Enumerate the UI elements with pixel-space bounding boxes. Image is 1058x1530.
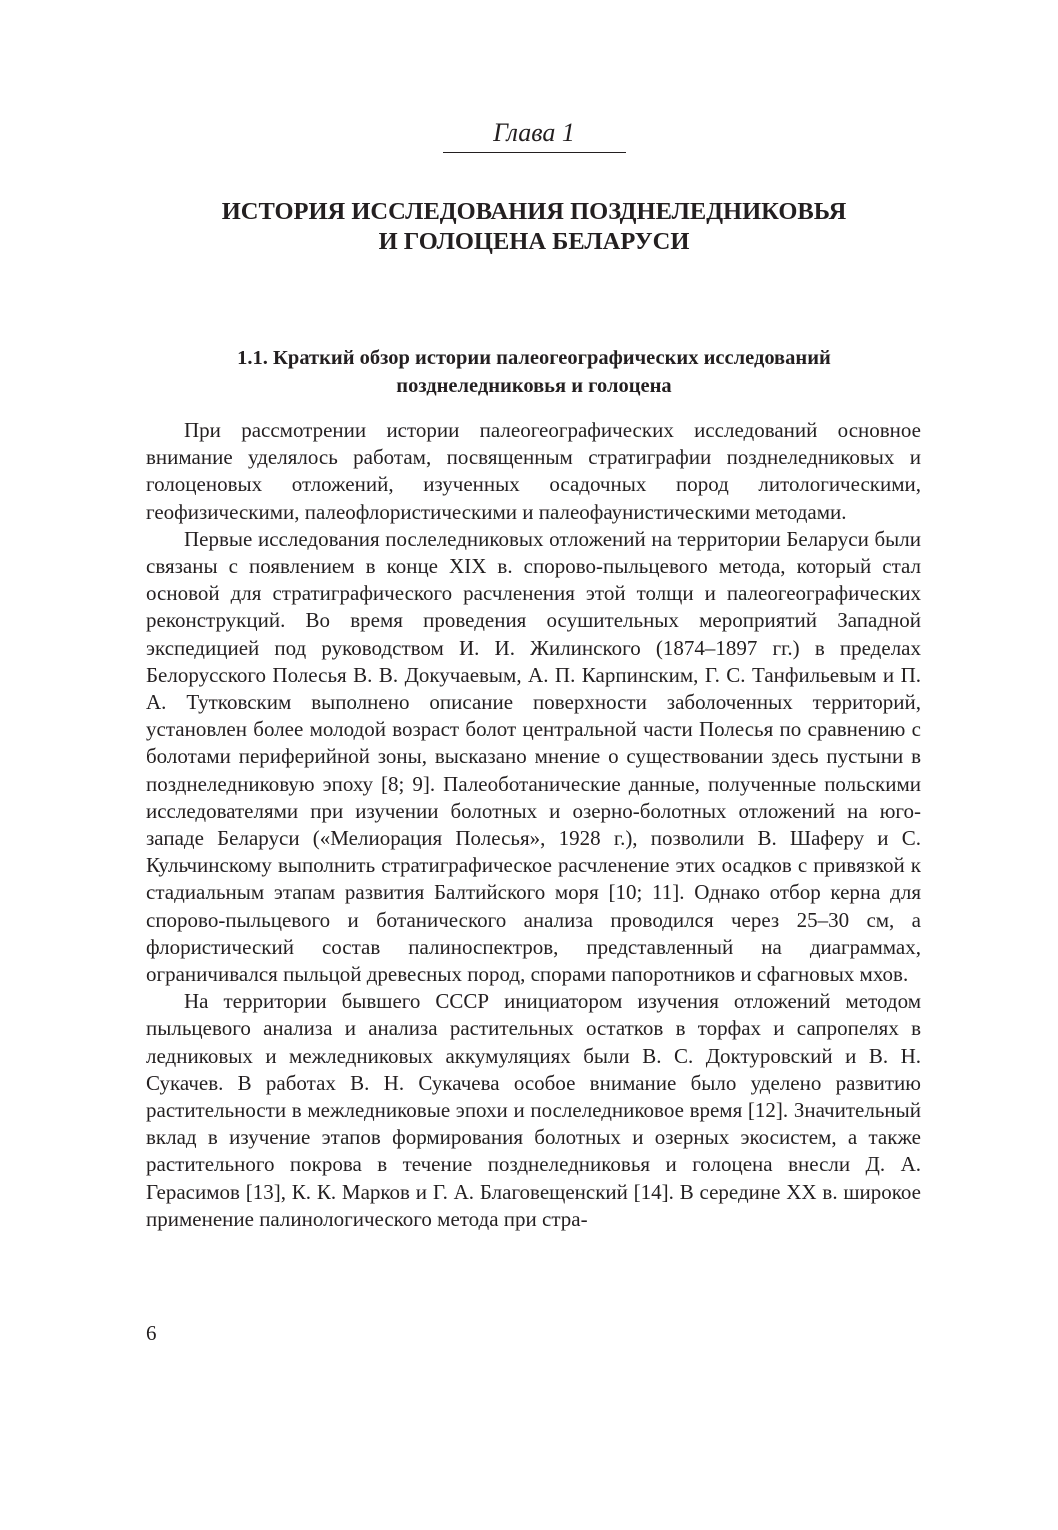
chapter-title [0, 197, 1058, 257]
paragraph: На территории бывшего СССР инициатором изучения отложений методом пыльцевого анализа и анализа растительных остатков в торфах и сапропелях в ледниковых и межледниковых аккумуляциях были В. С. Доктуровский и В. Н. Сукачев. В работах В. Н. Сукачева особое внимание было уделено развитию растительности в межледниковые эпохи и послеледниковое время [12]. Значительный вклад в изучение этапов формирования болотных и озерных экосистем, а также растительного покрова в течение позднеледниковья и голоцена внесли Д. А. Герасимов [13], К. К. Марков и Г. А. Благовещенский [14]. В середине XX в. широкое применение палинологического метода при стра- [146, 989, 921, 1231]
section-title-line-2: позднеледниковья и голоцена [396, 375, 672, 397]
section-title [0, 344, 1058, 400]
chapter-underline [443, 152, 626, 153]
section-title-line-1: 1.1. Краткий обзор истории палеогеографических исследований [237, 347, 831, 369]
paragraph: При рассмотрении истории палеогеографических исследований основное внимание уделялось работам, посвященным стратиграфии позднеледниковых и голоценовых отложений, изученных осадочных пород литологическими, геофизическими, палеофлористическими и палеофаунистическими методами. [146, 418, 921, 524]
paragraph: Первые исследования послеледниковых отложений на территории Беларуси были связаны с появлением в конце XIX в. спорово-пыльцевого метода, который стал основой для стратиграфического расчленения этой толщи и палеогеографических реконструкций. Во время проведения осушительных мероприятий Западной экспедицией под руководством И. И. Жилинского (1874–1897 гг.) в пределах Белорусского Полесья В. В. Докучаевым, А. П. Карпинским, Г. С. Танфильевым и П. А. Тутковским выполнено описание поверхности заболоченных территорий, установлен более молодой возраст болот центральной части Полесья по сравнению с болотами периферийной зоны, высказано мнение о существовании здесь пустыни в позднеледниковую эпоху [8; 9]. Палеоботанические данные, полученные польскими исследователями при изучении болотных и озерно-болотных отложений на юго-западе Беларуси («Мелиорация Полесья», 1928 г.), позволили В. Шаферу и С. Кульчинскому выполнить стратиграфическое расчленение этих осадков с привязкой к стадиальным этапам развития Балтийского моря [10; 11]. Однако отбор керна для спорово-пыльцевого и ботанического анализа проводился через 25–30 см, а флористический состав палиноспектров, представленный на диаграммах, ограничивался пыльцой древесных пород, спорами папоротников и сфагновых мхов. [146, 526, 921, 987]
chapter-label: Глава 1 [493, 118, 575, 147]
page-number: 6 [146, 1321, 157, 1345]
chapter-title-line-1: ИСТОРИЯ ИССЛЕДОВАНИЯ ПОЗДНЕЛЕДНИКОВЬЯ [221, 198, 847, 225]
chapter-title-line-2: И ГОЛОЦЕНА БЕЛАРУСИ [378, 228, 690, 255]
body-text [146, 417, 921, 1233]
